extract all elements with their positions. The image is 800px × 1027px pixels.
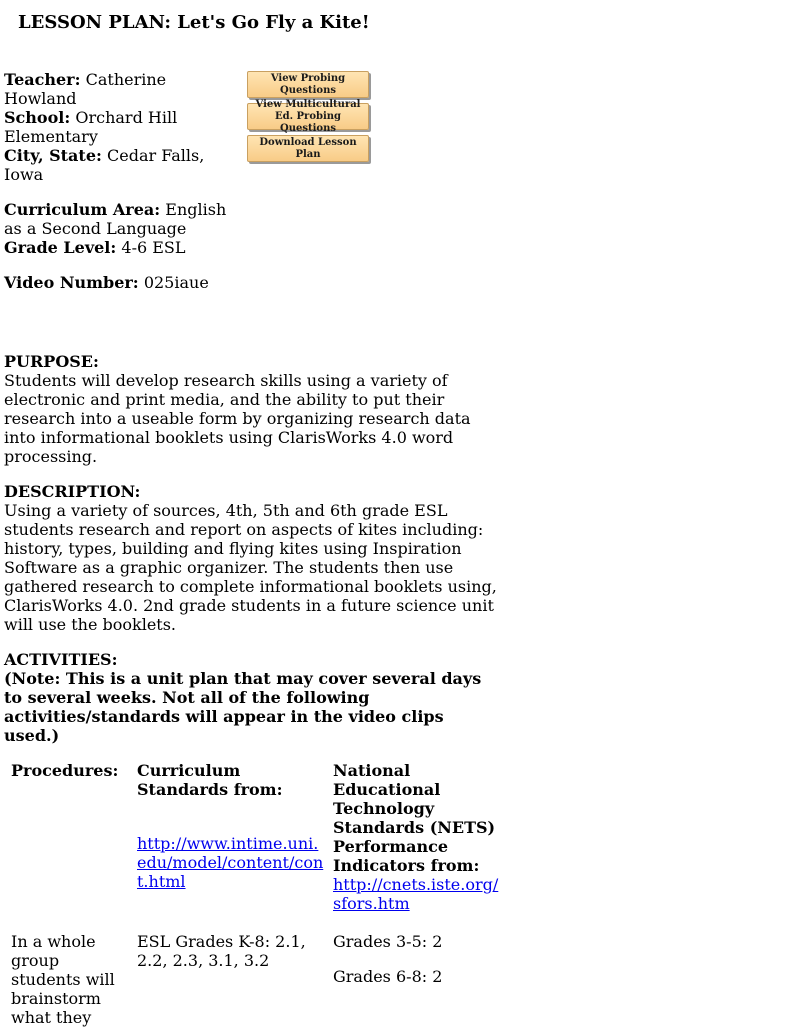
city-line [4,146,239,184]
video-number: 025iaue [143,273,209,292]
school-label: School: [4,108,71,127]
download-lesson-plan-button[interactable]: Download Lesson Plan [247,135,369,162]
curriculum-standards-link[interactable]: http://www.intime.uni.edu/model/content/cont.html [137,834,324,891]
teacher-name: Catherine Howland [4,70,167,108]
action-buttons [247,71,373,167]
school-line [4,108,239,146]
lesson-info [4,70,239,292]
procedures-header [11,761,127,780]
nets-header [333,761,503,913]
curriculum-header-text: Curriculum Standards from: [137,761,283,799]
video-label: Video Number: [4,273,139,292]
description-text: Using a variety of sources, 4th, 5th and 6th grade ESL students research and report on aspects of kites including: history, types, building and flying kites using Inspiration Software as a graphic organizer. The students then use gathered research to complete informational booklets using, ClarisWorks 4.0. 2nd grade students in a future science unit will use the booklets. [4,501,497,634]
city-label: City, State: [4,146,102,165]
city-name: Cedar Falls, Iowa [4,146,205,184]
procedure-cell: In a whole group students will brainstorm what they [11,932,115,1027]
nets-header-text: National Educational Technology Standards (NETS) Performance Indicators from: [333,761,496,875]
page-title: LESSON PLAN: Let's Go Fly a Kite! [18,12,370,33]
grade-label: Grade Level: [4,238,117,257]
view-multicultural-probing-questions-button[interactable]: View Multicultural Ed. Probing Questions [247,103,369,130]
description-heading: DESCRIPTION: [4,482,141,501]
nets-cell-grades-6-8: Grades 6-8: 2 [333,967,443,986]
purpose-heading: PURPOSE: [4,352,99,371]
curriculum-line [4,200,239,238]
grade-level: 4-6 ESL [121,238,186,257]
activities-heading: ACTIVITIES: [4,650,118,669]
procedures-header-text: Procedures: [11,761,119,780]
activities-section [4,650,500,745]
curriculum-area: English as a Second Language [4,200,227,238]
teacher-label: Teacher: [4,70,81,89]
video-line [4,273,239,292]
purpose-section [4,352,500,466]
curriculum-link-cell [137,834,327,891]
purpose-text: Students will develop research skills using a variety of electronic and print media, and the ability to put their research into a useable form by organizing research data into informational booklets using ClarisWorks 4.0 word processing. [4,371,471,466]
activities-note: (Note: This is a unit plan that may cover several days to several weeks. Not all of the following activities/standards will appear in the video clips used.) [4,669,482,745]
nets-cell-grades-3-5: Grades 3-5: 2 [333,932,443,951]
curriculum-header [137,761,327,799]
description-section [4,482,500,634]
curriculum-label: Curriculum Area: [4,200,161,219]
nets-link[interactable]: http://cnets.iste.org/sfors.htm [333,875,499,913]
school-name: Orchard Hill Elementary [4,108,178,146]
view-probing-questions-button[interactable]: View Probing Questions [247,71,369,98]
curriculum-cell: ESL Grades K-8: 2.1, 2.2, 2.3, 3.1, 3.2 [137,932,306,970]
teacher-line [4,70,239,108]
grade-line [4,238,239,257]
